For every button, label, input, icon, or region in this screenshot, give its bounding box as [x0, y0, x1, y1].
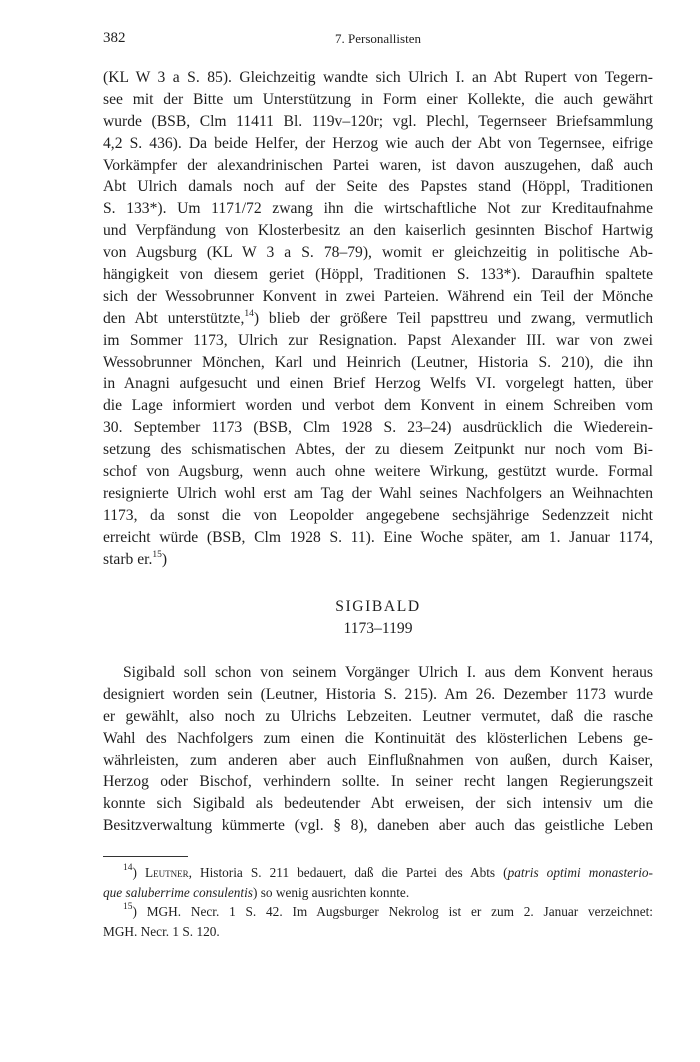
footnote-15-cont: MGH. Necr. 1 S. 120.: [103, 923, 220, 939]
footnote-15: [103, 902, 653, 922]
text-segment: ): [161, 550, 168, 568]
page-header: [103, 30, 653, 52]
footnote-text: ) so wenig ausrichten konnte.: [252, 884, 410, 900]
paragraph-ulrich: [103, 67, 653, 570]
text-line: designiert worden sein (Leutner, Historia S. 215). Am 26. Dezember 1173 wurde: [103, 685, 653, 703]
text-line: er gewählt, also noch zu Ulrichs Lebzeiten. Leutner vermutet, daß die rasche: [103, 707, 653, 725]
text-line: resignierte Ulrich wohl erst am Tag der Wahl seines Nachfolgers an Weihnachten: [103, 484, 653, 502]
text-line: währleisten, zum anderen aber auch Einflußnahmen von außen, durch Kaiser,: [103, 751, 653, 769]
section-heading: [103, 598, 653, 642]
text-line: Wahl des Nachfolgers zum einen die Kontinuität des klösterlichen Lebens ge-: [103, 729, 653, 747]
text-line: 1173, da sonst die von Leopolder angegebene sechsjährige Sedenzzeit nicht: [103, 506, 653, 524]
text-line: 30. September 1173 (BSB, Clm 1928 S. 23–24) ausdrücklich die Wiederein-: [103, 419, 653, 437]
text-line: sich der Wessobrunner Konvent in zwei Parteien. Während ein Teil der Mönche: [103, 287, 653, 305]
footnote-ref-14[interactable]: 14: [244, 308, 254, 319]
text-segment: den Abt unterstützte,: [103, 309, 245, 327]
text-line: 4,2 S. 436). Da beide Helfer, der Herzog wie auch der Abt von Tegernsee, eifrige: [103, 134, 653, 152]
text-line: von Augsburg (KL W 3 a S. 78–79), womit er gleichzeitig in politische Ab-: [103, 244, 653, 262]
text-line: Besitzverwaltung kümmerte (vgl. § 8), daneben aber auch das geistliche Leben: [103, 817, 653, 835]
footnote-ref-15[interactable]: 15: [152, 549, 162, 560]
text-line: Vorkämpfer der alexandrinischen Partei waren, ist davon auszugehen, daß auch: [103, 156, 653, 174]
section-title: SIGIBALD: [335, 598, 421, 615]
page-number: 382: [103, 30, 126, 46]
paragraph-sigibald: [103, 662, 653, 837]
text-line: erreicht würde (BSB, Clm 1928 S. 11). Eine Woche später, am 1. Januar 1174,: [103, 528, 653, 546]
footnote-paren: ): [132, 865, 145, 880]
text-line: Herzog oder Bischof, verhindern sollte. In seiner recht langen Regierungszeit: [103, 773, 653, 791]
footnote-latin-quote: que saluberrime consulentis: [103, 884, 253, 900]
footnote-number: 14: [123, 863, 133, 873]
text-line: S. 133*). Um 1171/72 zwang ihn die wirtschaftliche Not zur Kreditaufnahme: [103, 200, 653, 218]
running-title: 7. Personallisten: [335, 31, 421, 46]
text-line: [103, 308, 653, 330]
text-line: Abt Ulrich damals noch auf der Seite des Papstes stand (Höppl, Traditionen: [103, 178, 653, 196]
text-line: konnte sich Sigibald als bedeutender Abt erweisen, der sich intensiv um die: [103, 795, 653, 813]
footnotes: [103, 863, 653, 941]
text-line: (KL W 3 a S. 85). Gleichzeitig wandte sich Ulrich I. an Abt Rupert von Tegern-: [103, 69, 653, 86]
footnote-14: [103, 863, 653, 883]
text-line: wurde (BSB, Clm 11411 Bl. 119v–120r; vgl. Plechl, Tegernseer Briefsammlung: [103, 112, 653, 130]
text-line: in Anagni aufgesucht und einen Brief Herzog Welfs VI. vorgelegt hatten, über: [103, 375, 653, 393]
section-years: 1173–1199: [343, 620, 413, 637]
text-line: die Lage informiert worden und verbot dem Konvent in einem Schreiben vom: [103, 397, 653, 415]
text-segment: starb er.: [103, 550, 153, 568]
footnote-author: Leutner: [144, 865, 189, 880]
text-line: hängigkeit von diesem geriet (Höppl, Traditionen S. 133*). Daraufhin spaltete: [103, 266, 653, 284]
footnote-text: ) MGH. Necr. 1 S. 42. Im Augsburger Nekrolog ist er zum 2. Januar verzeichnet:: [132, 904, 653, 919]
text-line: schof von Augsburg, wenn auch ohne weitere Wirkung, gestützt wurde. Formal: [103, 463, 653, 481]
footnote-14-cont: [103, 883, 653, 903]
text-line: und Verpfändung von Klosterbesitz an den kaiserlich gesinnten Bischof Hartwig: [103, 222, 653, 240]
footnote-number: 15: [123, 902, 133, 912]
text-line: Sigibald soll schon von seinem Vorgänger Ulrich I. aus dem Konvent heraus: [123, 664, 653, 681]
text-line: im Sommer 1173, Ulrich zur Resignation. Papst Alexander III. war von zwei: [103, 331, 653, 349]
footnote-text: , Historia S. 211 bedauert, daß die Partei des Abts (: [188, 865, 508, 880]
text-line: Wessobrunner Mönchen, Karl und Heinrich (Leutner, Historia S. 210), die ihn: [103, 353, 653, 371]
footnote-divider: [103, 856, 188, 857]
text-line: setzung des schismatischen Abtes, der zu diesem Zeitpunkt nur noch vom Bi-: [103, 441, 653, 459]
text-segment: ) blieb der größere Teil papsttreu und zwang, vermutlich: [253, 309, 653, 327]
text-line: see mit der Bitte um Unterstützung in Form einer Kollekte, die auch gewährt: [103, 90, 653, 108]
text-line: [103, 549, 653, 571]
footnote-latin-quote: patris optimi monasterio-: [507, 865, 653, 880]
